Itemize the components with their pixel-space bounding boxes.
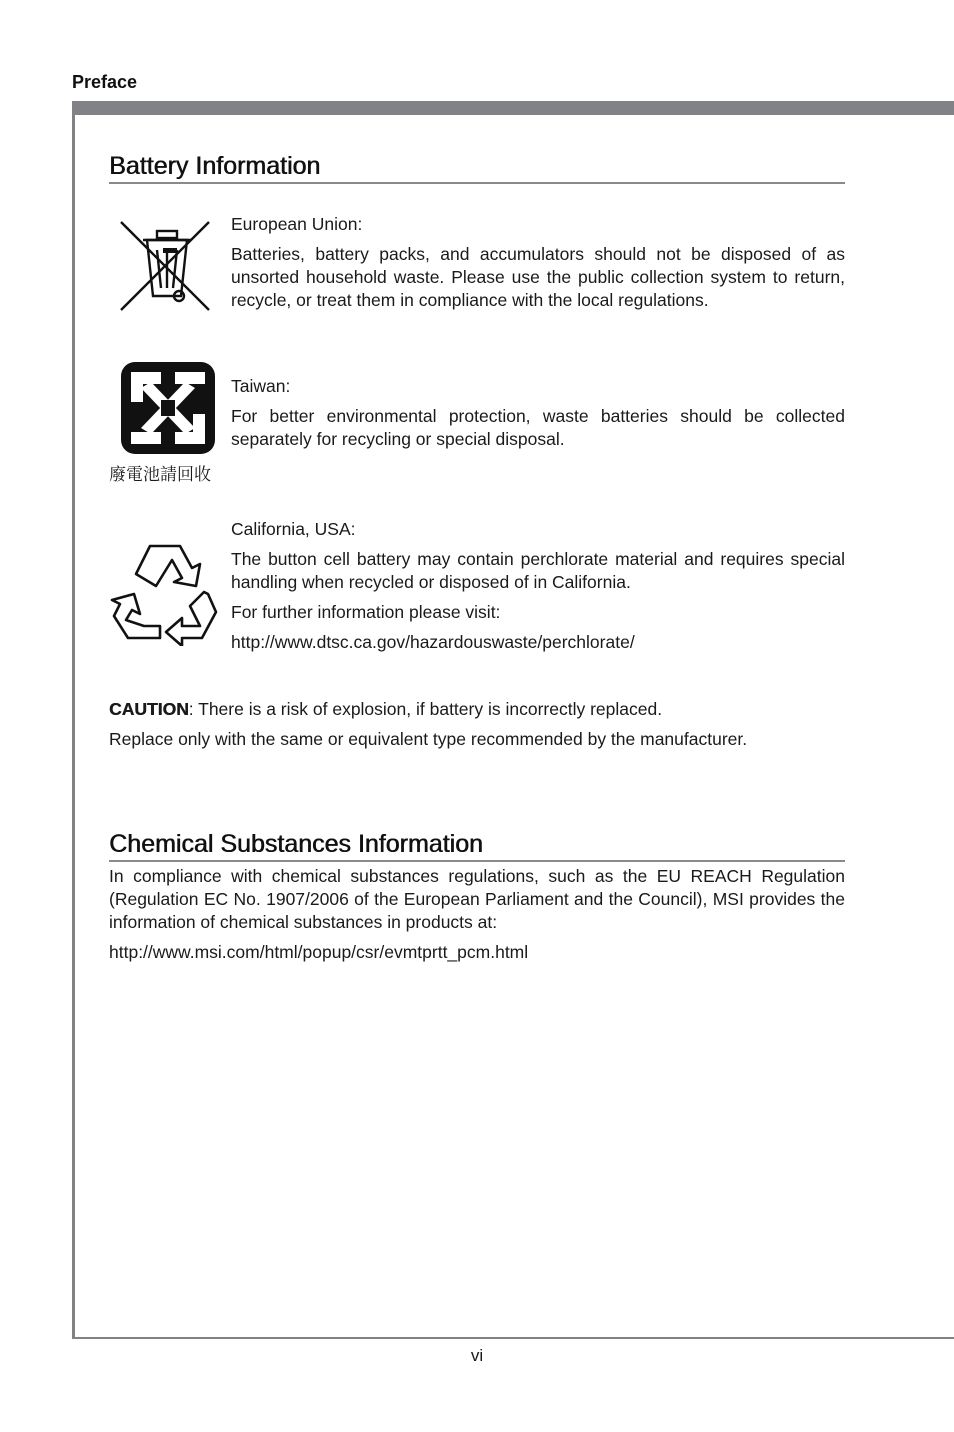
- eu-text: Batteries, battery packs, and accumulators should not be disposed of as unsorted household waste. Please use the public collection system to return, recycle, or treat them in compliance with the local regulations.: [231, 244, 845, 310]
- california-text: The button cell battery may contain perchlorate material and requires special handling when recycled or disposed of in California.: [231, 549, 845, 592]
- left-border: [72, 101, 75, 1339]
- page-number: vi: [470, 1346, 484, 1365]
- eu-label: European Union:: [231, 214, 363, 234]
- battery-heading: Battery Information: [109, 151, 845, 184]
- chemical-heading: Chemical Substances Information: [109, 829, 845, 862]
- caution-text: : There is a risk of explosion, if battery is incorrectly replaced.: [188, 699, 663, 719]
- taiwan-text: For better environmental protection, waste batteries should be collected separately for recycling or special disposal.: [231, 406, 845, 449]
- caution-label: CAUTION: [109, 699, 189, 719]
- chemical-text: In compliance with chemical substances regulations, such as the EU REACH Regulation (Regulation EC No. 1907/2006 of the European Parliament and the Council), MSI provides the information of chemical substances in products at:: [109, 866, 845, 932]
- taiwan-recycle-icon: [121, 362, 215, 454]
- recycle-arrows-icon: [110, 542, 220, 646]
- california-more: For further information please visit:: [231, 602, 501, 622]
- replace-text: Replace only with the same or equivalent type recommended by the manufacturer.: [109, 729, 748, 749]
- california-label: California, USA:: [231, 519, 356, 539]
- section-label: Preface: [72, 72, 138, 92]
- taiwan-label: Taiwan:: [231, 376, 291, 396]
- crossed-out-wheelie-bin-icon: [117, 218, 213, 314]
- caution-line: [109, 698, 845, 721]
- header-bar: [72, 101, 954, 115]
- chemical-url[interactable]: http://www.msi.com/html/popup/csr/evmtprtt_pcm.html: [109, 942, 529, 962]
- taiwan-caption: 廢電池請回收: [109, 465, 211, 485]
- california-url[interactable]: http://www.dtsc.ca.gov/hazardouswaste/perchlorate/: [231, 632, 635, 652]
- bottom-border: [72, 1337, 954, 1339]
